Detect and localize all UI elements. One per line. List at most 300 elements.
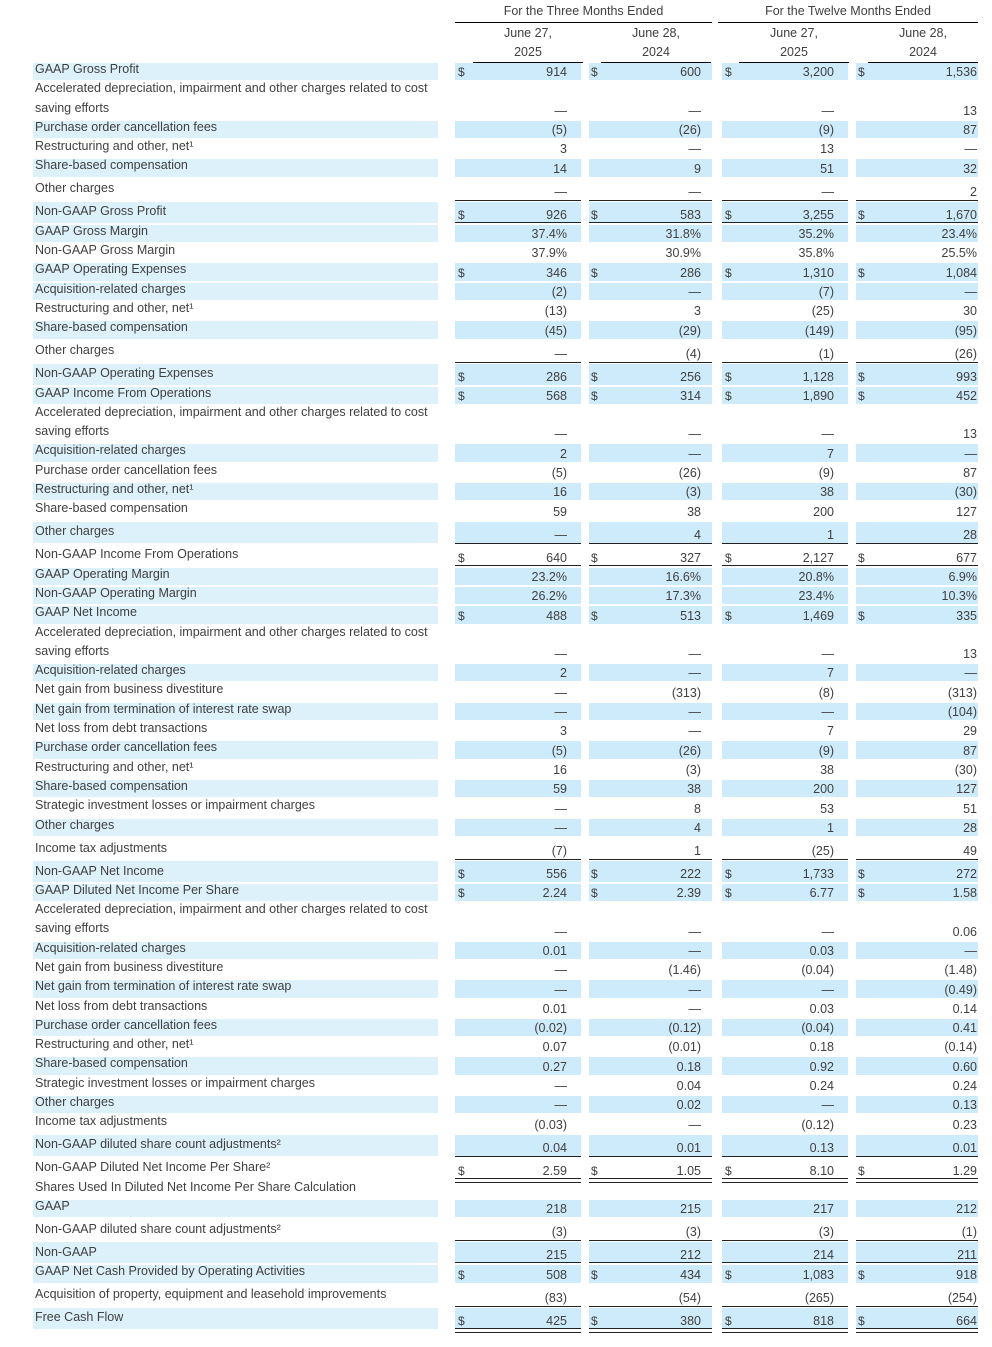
cell-value: 664 <box>956 1313 977 1328</box>
cell-value: — <box>554 527 567 542</box>
cell-value: 0.06 <box>952 924 977 939</box>
cell-background <box>722 1181 848 1198</box>
cell-value: 488 <box>546 608 567 623</box>
cell-value: (149) <box>804 323 834 338</box>
cell-value: — <box>964 142 977 157</box>
cell-value: (13) <box>544 304 567 319</box>
currency-symbol: $ <box>458 550 465 565</box>
cell-value: (9) <box>818 743 834 758</box>
table-row <box>33 501 978 520</box>
currency-symbol: $ <box>858 1267 865 1282</box>
row-label: Acquisition-related charges <box>35 663 186 678</box>
cell-value: 286 <box>680 265 701 280</box>
cell-value: 87 <box>963 123 977 138</box>
row-label: Restructuring and other, net¹ <box>35 139 194 154</box>
currency-symbol: $ <box>858 608 865 623</box>
row-label: Share-based compensation <box>35 320 188 335</box>
row-label: GAAP Net Income <box>35 605 137 620</box>
cell-value: (265) <box>804 1290 834 1305</box>
cell-value: — <box>688 446 701 461</box>
cell-value: 87 <box>963 466 977 481</box>
cell-value: 1,084 <box>945 265 977 280</box>
header-divider <box>718 22 978 23</box>
cell-value: (3) <box>685 1225 701 1240</box>
cell-value: 3,200 <box>802 65 834 80</box>
cell-value: (3) <box>685 762 701 777</box>
currency-symbol: $ <box>591 1267 598 1282</box>
currency-symbol: $ <box>458 207 465 222</box>
cell-value: 215 <box>546 1248 567 1263</box>
currency-symbol: $ <box>858 550 865 565</box>
cell-value: (0.04) <box>801 963 834 978</box>
cell-value: (3) <box>818 1225 834 1240</box>
cell-value: 10.3% <box>941 589 977 604</box>
currency-symbol: $ <box>725 1313 732 1328</box>
cell-value: 380 <box>680 1313 701 1328</box>
cell-value: 3 <box>560 142 567 157</box>
cell-value: 425 <box>546 1313 567 1328</box>
cell-value: 32 <box>963 161 977 176</box>
cell-value: 13 <box>963 427 977 442</box>
table-row <box>33 1241 978 1264</box>
currency-symbol: $ <box>458 388 465 403</box>
currency-symbol: $ <box>458 886 465 901</box>
currency-symbol: $ <box>858 388 865 403</box>
cell-value: 214 <box>813 1248 834 1263</box>
cell-value: 14 <box>553 161 567 176</box>
cell-value: 222 <box>680 866 701 881</box>
cell-value: (0.14) <box>944 1040 977 1055</box>
table-row <box>33 1134 978 1157</box>
row-label: Accelerated depreciation, impairment and other charges related to cost saving efforts <box>35 404 428 439</box>
cell-value: — <box>821 982 834 997</box>
cell-value: (54) <box>678 1290 701 1305</box>
cell-value: 53 <box>820 801 834 816</box>
cell-value: 0.03 <box>809 943 834 958</box>
currency-symbol: $ <box>858 1163 865 1178</box>
cell-value: (5) <box>551 466 567 481</box>
table-row <box>33 1199 978 1218</box>
cell-value: — <box>688 427 701 442</box>
cell-value: 31.8% <box>665 227 701 242</box>
cell-value: 49 <box>963 843 977 858</box>
cell-value: (30) <box>954 762 977 777</box>
cell-value: 2.39 <box>676 886 701 901</box>
cell-value: 0.18 <box>809 1040 834 1055</box>
cell-value: (1.46) <box>668 963 701 978</box>
row-label: Share-based compensation <box>35 501 188 516</box>
cell-value: 2 <box>560 446 567 461</box>
cell-value: 23.4% <box>798 589 834 604</box>
cell-background <box>589 1181 712 1198</box>
column-header <box>739 24 849 63</box>
cell-value: 0.03 <box>809 1001 834 1016</box>
row-label: GAAP Diluted Net Income Per Share <box>35 882 240 897</box>
currency-symbol: $ <box>858 207 865 222</box>
cell-value: 1,536 <box>945 65 977 80</box>
table-body <box>33 62 978 1330</box>
cell-value: 37.4% <box>531 227 567 242</box>
cell-value: 4 <box>694 820 701 835</box>
cell-value: — <box>821 924 834 939</box>
row-label: Net gain from termination of interest rate swap <box>35 979 292 994</box>
cell-value: — <box>554 647 567 662</box>
currency-symbol: $ <box>591 1313 598 1328</box>
cell-value: 256 <box>680 369 701 384</box>
row-label: Share-based compensation <box>35 1056 188 1071</box>
cell-value: 335 <box>956 608 977 623</box>
row-label: Other charges <box>35 343 115 358</box>
cell-value: — <box>688 647 701 662</box>
cell-value: 7 <box>827 446 834 461</box>
cell-value: 28 <box>963 820 977 835</box>
currency-symbol: $ <box>725 65 732 80</box>
currency-symbol: $ <box>458 65 465 80</box>
currency-symbol: $ <box>858 265 865 280</box>
cell-value: — <box>554 1079 567 1094</box>
cell-value: (0.12) <box>801 1117 834 1132</box>
currency-symbol: $ <box>458 265 465 280</box>
cell-value: 600 <box>680 65 701 80</box>
cell-value: (9) <box>818 123 834 138</box>
row-label: Shares Used In Diluted Net Income Per Share Calculation <box>35 1179 356 1194</box>
cell-value: 7 <box>827 666 834 681</box>
row-label: Net gain from business divestiture <box>35 682 224 697</box>
cell-value: — <box>688 1117 701 1132</box>
cell-value: 4 <box>694 527 701 542</box>
currency-symbol: $ <box>458 1267 465 1282</box>
row-label: Other charges <box>35 181 115 196</box>
cell-value: 2.59 <box>542 1163 567 1178</box>
table-row <box>33 81 978 120</box>
header-twelve-months: For the Twelve Months Ended <box>765 4 931 18</box>
cell-value: — <box>688 1001 701 1016</box>
column-header-date: June 27, <box>504 26 552 40</box>
column-header-year: 2025 <box>739 43 849 63</box>
cell-value: 16 <box>553 485 567 500</box>
cell-value: (254) <box>947 1290 977 1305</box>
cell-value: 1,890 <box>802 388 834 403</box>
cell-value: 211 <box>957 1248 977 1263</box>
row-label: Share-based compensation <box>35 158 188 173</box>
cell-value: 59 <box>553 504 567 519</box>
cell-value: (0.02) <box>534 1021 567 1036</box>
table-row <box>33 1157 978 1180</box>
currency-symbol: $ <box>858 369 865 384</box>
currency-symbol: $ <box>725 388 732 403</box>
row-label: Purchase order cancellation fees <box>35 740 218 755</box>
row-label: Income tax adjustments <box>35 840 168 855</box>
cell-value: 1.05 <box>676 1163 701 1178</box>
cell-value: — <box>821 1098 834 1113</box>
row-label: Purchase order cancellation fees <box>35 1017 218 1032</box>
column-header <box>473 24 583 63</box>
cell-value: 640 <box>546 550 567 565</box>
cell-value: — <box>688 705 701 720</box>
cell-background <box>455 1181 581 1198</box>
row-label: Restructuring and other, net¹ <box>35 300 194 315</box>
cell-value: 35.2% <box>798 227 834 242</box>
cell-value: 16.6% <box>665 569 701 584</box>
cell-value: 38 <box>687 782 701 797</box>
cell-value: 0.18 <box>676 1059 701 1074</box>
cell-value: (104) <box>947 705 977 720</box>
cell-value: (1) <box>961 1225 977 1240</box>
row-label: Other charges <box>35 1095 115 1110</box>
currency-symbol: $ <box>591 550 598 565</box>
cell-value: (0.01) <box>668 1040 701 1055</box>
total-double-rule <box>856 1328 978 1333</box>
cell-value: (7) <box>818 284 834 299</box>
cell-value: 13 <box>963 647 977 662</box>
cell-value: (83) <box>544 1290 567 1305</box>
row-label: GAAP <box>35 1198 70 1213</box>
cell-value: 1 <box>827 820 834 835</box>
cell-value: 0.01 <box>676 1140 701 1155</box>
cell-value: (5) <box>551 743 567 758</box>
cell-value: 215 <box>680 1202 701 1217</box>
cell-value: 508 <box>546 1267 567 1282</box>
cell-value: (7) <box>551 843 567 858</box>
cell-value: — <box>821 184 834 199</box>
currency-symbol: $ <box>725 369 732 384</box>
cell-value: 327 <box>680 550 701 565</box>
cell-value: 0.23 <box>952 1117 977 1132</box>
table-row <box>33 902 978 941</box>
table-row <box>33 1114 978 1133</box>
cell-value: 30.9% <box>665 246 701 261</box>
cell-value: (3) <box>685 485 701 500</box>
cell-value: 513 <box>680 608 701 623</box>
currency-symbol: $ <box>591 369 598 384</box>
currency-symbol: $ <box>858 65 865 80</box>
row-label: Non-GAAP Income From Operations <box>35 547 239 562</box>
currency-symbol: $ <box>591 65 598 80</box>
cell-value: 23.4% <box>941 227 977 242</box>
row-label: Non-GAAP diluted share count adjustments² <box>35 1221 281 1236</box>
row-label: Other charges <box>35 524 115 539</box>
cell-value: 0.01 <box>952 1140 977 1155</box>
cell-value: 37.9% <box>531 246 567 261</box>
currency-symbol: $ <box>458 866 465 881</box>
cell-value: — <box>964 943 977 958</box>
cell-value: 212 <box>956 1202 977 1217</box>
column-header <box>868 24 978 63</box>
currency-symbol: $ <box>591 608 598 623</box>
cell-value: 1,469 <box>802 608 834 623</box>
cell-value: — <box>821 705 834 720</box>
cell-value: (4) <box>685 346 701 361</box>
row-label: Net gain from business divestiture <box>35 959 224 974</box>
row-label: Net gain from termination of interest rate swap <box>35 701 292 716</box>
cell-value: 218 <box>546 1202 567 1217</box>
currency-symbol: $ <box>725 866 732 881</box>
table-row <box>33 544 978 567</box>
cell-value: 314 <box>680 388 701 403</box>
cell-value: 3,255 <box>802 207 834 222</box>
cell-value: 0.07 <box>542 1040 567 1055</box>
cell-value: (26) <box>954 346 977 361</box>
header-divider <box>455 22 712 23</box>
row-label: Restructuring and other, net¹ <box>35 759 194 774</box>
cell-value: 0.24 <box>809 1079 834 1094</box>
cell-value: — <box>688 142 701 157</box>
cell-value: 6.77 <box>809 886 834 901</box>
cell-value: 434 <box>680 1267 701 1282</box>
cell-value: 0.01 <box>542 943 567 958</box>
cell-value: 3 <box>694 304 701 319</box>
cell-value: — <box>554 685 567 700</box>
cell-value: — <box>554 820 567 835</box>
row-label: Free Cash Flow <box>35 1310 124 1325</box>
cell-value: 13 <box>820 142 834 157</box>
cell-value: — <box>554 103 567 118</box>
row-label: Acquisition-related charges <box>35 940 186 955</box>
row-label: Acquisition of property, equipment and leasehold improvements <box>35 1287 387 1302</box>
cell-value: 35.8% <box>798 246 834 261</box>
table-row <box>33 860 978 883</box>
row-label: Non-GAAP Net Income <box>35 863 164 878</box>
cell-value: — <box>554 924 567 939</box>
cell-value: 13 <box>963 103 977 118</box>
currency-symbol: $ <box>458 1163 465 1178</box>
row-label: Restructuring and other, net¹ <box>35 482 194 497</box>
financial-reconciliation-table <box>33 0 978 1330</box>
cell-value: 51 <box>963 801 977 816</box>
column-header-year: 2025 <box>473 43 583 63</box>
currency-symbol: $ <box>725 608 732 623</box>
cell-value: 0.13 <box>952 1098 977 1113</box>
cell-value: — <box>821 103 834 118</box>
row-label: Non-GAAP Operating Margin <box>35 585 197 600</box>
cell-value: 200 <box>813 504 834 519</box>
cell-value: — <box>821 427 834 442</box>
cell-value: (1.48) <box>944 963 977 978</box>
cell-value: 28 <box>963 527 977 542</box>
cell-value: 29 <box>963 724 977 739</box>
cell-value: 993 <box>956 369 977 384</box>
cell-value: — <box>554 801 567 816</box>
table-row <box>33 1218 978 1241</box>
cell-value: — <box>964 666 977 681</box>
cell-value: (313) <box>671 685 701 700</box>
cell-value: 23.2% <box>531 569 567 584</box>
cell-value: (26) <box>678 123 701 138</box>
row-label: GAAP Gross Profit <box>35 62 139 76</box>
cell-value: 0.24 <box>952 1079 977 1094</box>
row-label: Net loss from debt transactions <box>35 721 208 736</box>
cell-value: 346 <box>546 265 567 280</box>
cell-value: 818 <box>813 1313 834 1328</box>
cell-value: — <box>554 982 567 997</box>
cell-value: (2) <box>551 284 567 299</box>
cell-value: (95) <box>954 323 977 338</box>
cell-value: 286 <box>546 369 567 384</box>
row-label: Other charges <box>35 817 115 832</box>
total-double-rule <box>589 1328 712 1333</box>
cell-value: 0.60 <box>952 1059 977 1074</box>
cell-value: (29) <box>678 323 701 338</box>
cell-value: — <box>688 724 701 739</box>
cell-value: 0.13 <box>809 1140 834 1155</box>
row-label: Strategic investment losses or impairment charges <box>35 798 315 813</box>
cell-value: 212 <box>680 1248 701 1263</box>
cell-value: — <box>688 943 701 958</box>
cell-value: — <box>688 924 701 939</box>
cell-value: 1.58 <box>952 886 977 901</box>
table-row <box>33 363 978 386</box>
cell-value: 3 <box>560 724 567 739</box>
cell-value: — <box>688 284 701 299</box>
table-row <box>33 521 978 544</box>
column-header-year: 2024 <box>601 43 711 63</box>
cell-value: 17.3% <box>665 589 701 604</box>
cell-value: — <box>554 963 567 978</box>
cell-value: 926 <box>546 207 567 222</box>
cell-value: 677 <box>956 550 977 565</box>
cell-value: (26) <box>678 466 701 481</box>
cell-value: 0.04 <box>676 1079 701 1094</box>
currency-symbol: $ <box>458 608 465 623</box>
row-label: Strategic investment losses or impairment charges <box>35 1075 315 1090</box>
cell-value: — <box>554 427 567 442</box>
currency-symbol: $ <box>591 265 598 280</box>
table-row <box>33 405 978 444</box>
table-row <box>33 837 978 860</box>
column-header-date: June 27, <box>770 26 818 40</box>
cell-value: 9 <box>694 161 701 176</box>
table-row <box>33 1264 978 1283</box>
cell-value: — <box>964 446 977 461</box>
cell-value: 8.10 <box>809 1163 834 1178</box>
row-label: Non-GAAP diluted share count adjustments² <box>35 1137 281 1152</box>
cell-value: 8 <box>694 801 701 816</box>
currency-symbol: $ <box>725 550 732 565</box>
column-header-date: June 28, <box>899 26 947 40</box>
row-label: GAAP Operating Margin <box>35 566 170 581</box>
cell-value: (0.04) <box>801 1021 834 1036</box>
currency-symbol: $ <box>725 886 732 901</box>
cell-value: 51 <box>820 161 834 176</box>
currency-symbol: $ <box>458 369 465 384</box>
cell-value: — <box>688 982 701 997</box>
currency-symbol: $ <box>725 1163 732 1178</box>
table-row <box>33 625 978 664</box>
row-label: Accelerated depreciation, impairment and other charges related to cost saving efforts <box>35 81 428 115</box>
cell-value: 59 <box>553 782 567 797</box>
cell-background <box>856 1181 978 1198</box>
row-label: GAAP Gross Margin <box>35 223 149 238</box>
table-row <box>33 1307 978 1330</box>
currency-symbol: $ <box>858 1313 865 1328</box>
cell-value: 1,670 <box>945 207 977 222</box>
currency-symbol: $ <box>591 1163 598 1178</box>
cell-value: (45) <box>544 323 567 338</box>
cell-value: 1,083 <box>802 1267 834 1282</box>
cell-value: 452 <box>956 388 977 403</box>
cell-value: — <box>554 705 567 720</box>
cell-value: 1.29 <box>952 1163 977 1178</box>
column-header-year: 2024 <box>868 43 978 63</box>
cell-value: 583 <box>680 207 701 222</box>
table-row <box>33 178 978 201</box>
row-label: Net loss from debt transactions <box>35 998 208 1013</box>
cell-value: — <box>688 103 701 118</box>
cell-value: 272 <box>956 866 977 881</box>
table-row <box>33 1284 978 1307</box>
table-header <box>33 0 978 62</box>
row-label: Acquisition-related charges <box>35 281 186 296</box>
